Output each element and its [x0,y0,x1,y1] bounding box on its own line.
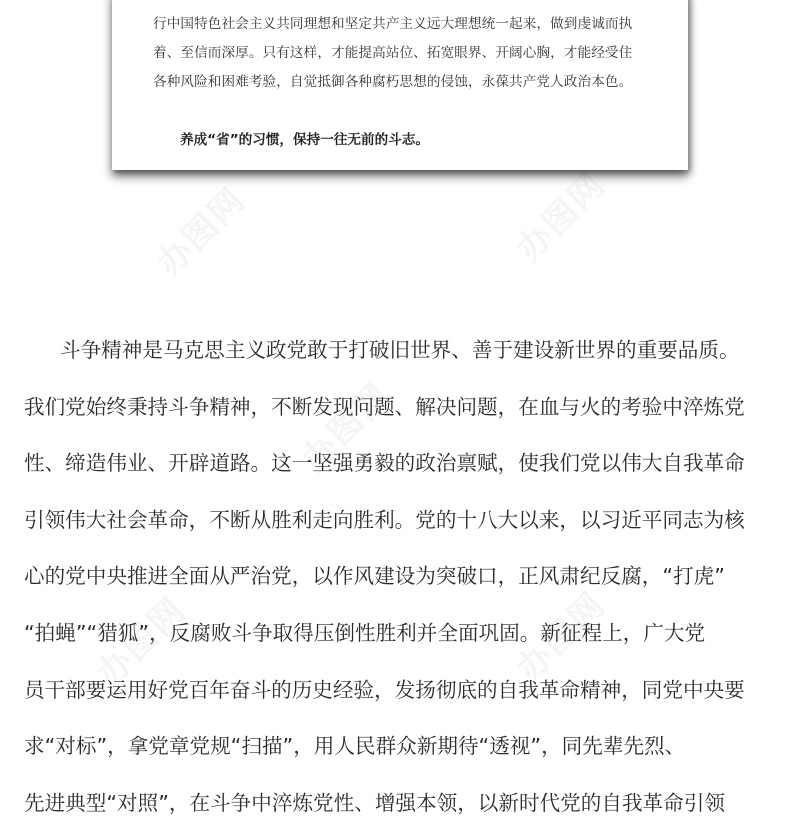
watermark: 办图网 [509,164,614,270]
body-line: 员干部要运用好党百年奋斗的历史经验，发扬彻底的自我革命精神，同党中央要 [24,677,745,702]
card-line: 着、至信而深厚。只有这样，才能提高站位、拓宽眼界、开阔心胸，才能经受住 [153,45,633,61]
body-line: 斗争精神是马克思主义政党敢于打破旧世界、善于建设新世界的重要品质。 [60,338,740,362]
body-line: 求“对标”，拿党章党规“扫描”，用人民群众新期待“透视”，同先辈先烈、 [24,734,686,759]
body-line: 先进典型“对照”，在斗争中淬炼党性、增强本领，以新时代党的自我革命引领 [24,790,725,815]
watermark: 办图网 [89,589,194,695]
body-paragraph [24,322,784,831]
body-line: 引领伟大社会革命，不断从胜利走向胜利。党的十八大以来，以习近平同志为核 [24,507,745,532]
card-paragraph [153,10,653,97]
card-slogan: 养成“省”的习惯，保持一往无前的斗志。 [180,132,429,148]
body-line: 我们党始终秉持斗争精神，不断发现问题、解决问题，在血与火的考验中淬炼党 [24,394,745,419]
body-line: 性、缔造伟业、开辟道路。这一坚强勇毅的政治禀赋，使我们党以伟大自我革命 [24,451,745,476]
body-line: 心的党中央推进全面从严治党，以作风建设为突破口，正风肃纪反腐，“打虎” [24,564,725,589]
watermark: 办图网 [149,179,254,285]
body-line: “拍蝇”“猎狐”，反腐败斗争取得压倒性胜利并全面巩固。新征程上，广大党 [24,620,706,645]
watermark: 办图网 [509,584,614,690]
watermark: 办图网 [294,374,399,480]
card-line: 各种风险和困难考验，自觉抵御各种腐朽思想的侵蚀，永葆共产党人政治本色。 [153,74,633,90]
card-line: 行中国特色社会主义共同理想和坚定共产主义远大理想统一起来，做到虔诚而执 [153,16,633,32]
